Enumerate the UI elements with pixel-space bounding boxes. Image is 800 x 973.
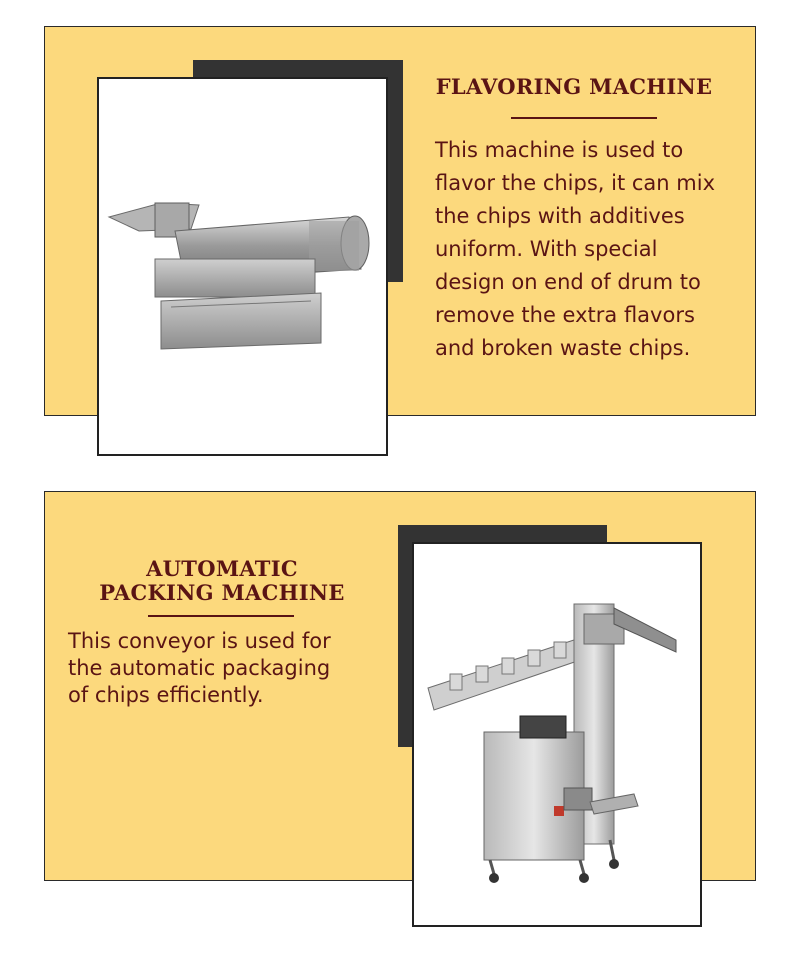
vertical-packing-machine-icon xyxy=(414,544,699,924)
flavoring-drum-machine-icon xyxy=(99,79,385,453)
packing-machine-photo xyxy=(412,542,702,927)
packing-title-line2: PACKING MACHINE xyxy=(99,580,345,605)
packing-title-line1: AUTOMATIC xyxy=(146,556,298,581)
flavoring-machine-photo xyxy=(97,77,388,456)
packing-title-underline xyxy=(148,615,294,617)
flavoring-description: This machine is used to flavor the chips, it can mix the chips with additives uniform. With special design on end of drum to remove the extra flavors and broken waste chips. xyxy=(435,138,715,360)
packing-description: This conveyor is used for the automatic packaging of chips efficiently. xyxy=(68,629,331,707)
flavoring-title: FLAVORING MACHINE xyxy=(435,74,713,99)
flavoring-title-underline xyxy=(511,117,657,119)
